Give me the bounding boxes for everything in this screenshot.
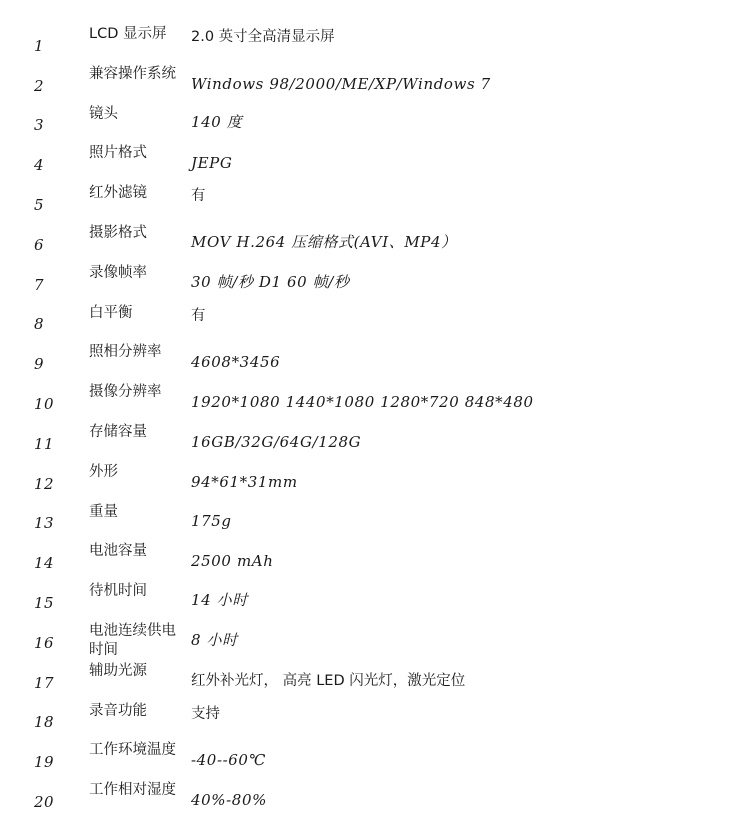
row-number: 5 xyxy=(34,195,45,214)
row-number: 3 xyxy=(34,116,45,135)
spec-row xyxy=(0,336,750,376)
spec-value: 2500 mAh xyxy=(191,552,274,571)
spec-table xyxy=(0,18,750,814)
row-number: 12 xyxy=(34,474,55,493)
spec-row xyxy=(0,297,750,337)
spec-value: 40%-80% xyxy=(191,790,267,809)
spec-label: 镜头 xyxy=(89,105,118,122)
spec-row xyxy=(0,615,750,658)
spec-label: LCD 显示屏 xyxy=(89,26,167,42)
spec-label: 辅助光源 xyxy=(89,662,147,679)
spec-value: 30 帧/秒 D1 60 帧/秒 xyxy=(191,272,350,291)
spec-label: 外形 xyxy=(89,463,118,480)
spec-row xyxy=(0,535,750,575)
spec-value: 94*61*31mm xyxy=(191,472,298,491)
spec-row xyxy=(0,655,750,695)
row-number: 1 xyxy=(34,36,45,55)
spec-value: 红外补光灯， 高亮 LED 闪光灯，激光定位 xyxy=(191,672,466,689)
spec-value: 有 xyxy=(191,307,206,324)
row-number: 17 xyxy=(34,673,55,692)
row-number: 7 xyxy=(34,275,45,294)
row-number: 19 xyxy=(34,753,55,772)
row-number: 20 xyxy=(34,792,55,811)
spec-label: 摄影格式 xyxy=(89,224,147,241)
spec-label: 摄像分辨率 xyxy=(89,384,162,401)
row-number: 4 xyxy=(34,156,45,175)
spec-row xyxy=(0,137,750,177)
spec-row xyxy=(0,98,750,138)
spec-row xyxy=(0,217,750,257)
spec-value: MOV H.264 压缩格式(AVI、MP4） xyxy=(191,232,457,251)
spec-label: 照片格式 xyxy=(89,145,147,162)
row-number: 6 xyxy=(34,235,45,254)
spec-label: 存储容量 xyxy=(89,423,147,440)
spec-label: 重量 xyxy=(89,503,118,520)
spec-value: 14 小时 xyxy=(191,590,248,609)
spec-value: 支持 xyxy=(191,705,220,722)
spec-row xyxy=(0,575,750,615)
spec-row xyxy=(0,456,750,496)
spec-value: 8 小时 xyxy=(191,630,238,649)
row-number: 14 xyxy=(34,554,55,573)
spec-value: 16GB/32G/64G/128G xyxy=(191,432,362,451)
spec-label: 工作相对湿度 xyxy=(89,782,176,799)
row-number: 9 xyxy=(34,355,45,374)
spec-row xyxy=(0,18,750,58)
row-number: 16 xyxy=(34,633,55,652)
spec-row xyxy=(0,58,750,98)
spec-value: 2.0 英寸全高清显示屏 xyxy=(191,29,335,45)
spec-value: JEPG xyxy=(191,154,233,173)
spec-value: 4608*3456 xyxy=(191,353,281,372)
row-number: 10 xyxy=(34,394,55,413)
spec-value: 140 度 xyxy=(191,113,243,132)
spec-row xyxy=(0,416,750,456)
spec-label: 电池连续供电时间 xyxy=(89,622,176,658)
spec-label: 待机时间 xyxy=(89,583,147,600)
spec-value: 175g xyxy=(191,512,232,531)
spec-label: 电池容量 xyxy=(89,543,147,560)
spec-value: -40--60℃ xyxy=(191,751,266,770)
row-number: 11 xyxy=(34,434,55,453)
spec-value: 1920*1080 1440*1080 1280*720 848*480 xyxy=(191,392,534,411)
spec-row xyxy=(0,496,750,536)
spec-value: 有 xyxy=(191,188,206,205)
spec-row xyxy=(0,177,750,217)
row-number: 13 xyxy=(34,514,55,533)
row-number: 2 xyxy=(34,76,45,95)
spec-row xyxy=(0,734,750,774)
spec-row xyxy=(0,376,750,416)
row-number: 8 xyxy=(34,315,45,334)
row-number: 15 xyxy=(34,593,55,612)
spec-label: 红外滤镜 xyxy=(89,185,147,202)
spec-label: 兼容操作系统 xyxy=(89,65,176,82)
spec-label: 录像帧率 xyxy=(89,264,147,281)
spec-label: 照相分辨率 xyxy=(89,344,162,361)
spec-label: 录音功能 xyxy=(89,702,147,719)
spec-row xyxy=(0,257,750,297)
spec-label: 工作环境温度 xyxy=(89,742,176,759)
spec-row xyxy=(0,695,750,735)
spec-label: 白平衡 xyxy=(89,304,133,321)
spec-row xyxy=(0,774,750,814)
row-number: 18 xyxy=(34,713,55,732)
spec-value: Windows 98/2000/ME/XP/Windows 7 xyxy=(191,74,491,93)
